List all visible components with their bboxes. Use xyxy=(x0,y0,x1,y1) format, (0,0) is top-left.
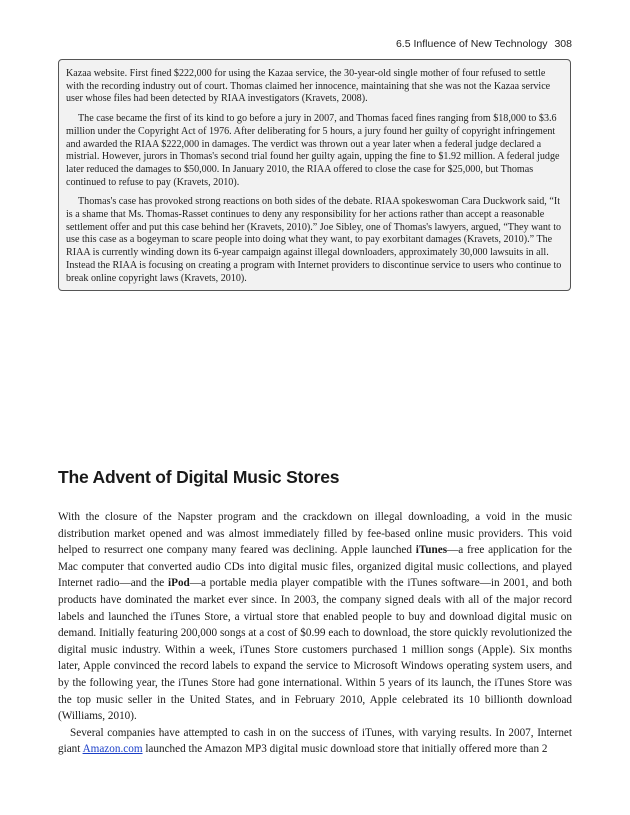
section-body xyxy=(58,509,572,758)
section-heading: The Advent of Digital Music Stores xyxy=(58,467,340,487)
box-paragraph-2: The case became the first of its kind to go before a jury in 2007, and Thomas faced fines ranging from $18,000 to $3.6 million under the Copyright Act of 1976. After deliberating for 5 hours, a jury found her guilty of copyright infringement and awarded the RIAA $222,000 in damages. The verdict was thrown out a year later when a federal judge declared a mistrial. However, jurors in Thomas's second trial found her guilty again, upping the fine to $1.92 million. A federal judge later reduced the damages to $50,000. In January 2010, the RIAA offered to close the case for $25,000, but Thomas continued to refuse to pay (Kravets, 2010). xyxy=(66,113,560,188)
case-study-box xyxy=(58,59,571,291)
amazon-link[interactable]: Amazon.com xyxy=(82,743,143,756)
body-p1-text-c: —a portable media player compatible with the iTunes software—in 2001, and both products have dominated the market ever since. In 2003, the company signed deals with all of the major record labels and launched the iTunes Store, a virtual store that enabled people to buy and download digital music on demand. Initially featuring 200,000 songs at a cost of $0.99 each to download, the store quickly revolutionized the digital music industry. Within a week, iTunes Store customers purchased 1 million songs (Apple). Six months later, Apple convinced the record labels to expand the service to Microsoft Windows operating system users, and by the following year, the iTunes Store had gone international. Within 5 years of its launch, the iTunes Store was the top music seller in the United States, and in February 2010, Apple celebrated its 10 billionth download (Williams, 2010). xyxy=(58,577,572,723)
body-p1-text-b: —a free application for the Mac computer that converted audio CDs into digital music files, organized digital music collections, and played Internet radio—and the xyxy=(58,544,572,590)
body-p2-text-a: Several companies have attempted to cash in on the success of iTunes, with varying results. In 2007, Internet giant xyxy=(58,726,572,756)
body-paragraph-2 xyxy=(58,725,572,758)
body-p2-text-b: launched the Amazon MP3 digital music download store that initially offered more than 2 xyxy=(142,743,548,756)
body-p1-text-a: With the closure of the Napster program and the crackdown on illegal downloading, a void in the music distribution market opened and was almost immediately filled by fee-based online music providers. This void helped to resurrect one company many feared was declining. Apple launched xyxy=(58,511,572,557)
ipod-term: iPod xyxy=(168,577,190,590)
page-number: 308 xyxy=(554,38,572,50)
body-paragraph-1 xyxy=(58,509,572,725)
box-paragraph-1: Kazaa website. First fined $222,000 for using the Kazaa service, the 30-year-old single mother of four refused to settle with the recording industry out of court. Thomas claimed her innocence, maintaining that she was not the Kazaa service user whose files had been detected by RIAA investigators (Kravets, 2008). xyxy=(66,68,551,105)
box-paragraph-3: Thomas's case has provoked strong reactions on both sides of the debate. RIAA spokeswoman Cara Duckwork said, “It is a shame that Ms. Thomas-Rasset continues to deny any responsibility for her actions rather than accept a reasonable settlement offer and put this case behind her (Kravets, 2010).” Joe Sibley, one of Thomas's lawyers, argued, “They want to use this case as a bogeyman to scare people into doing what they want, to pay exorbitant damages (Kravets, 2010).” The RIAA is currently winding down its 6-year campaign against illegal downloaders, approximately 30,000 lawsuits in all. Instead the RIAA is focusing on creating a program with Internet providers to discontinue service to users who continue to break online copyright laws (Kravets, 2010). xyxy=(66,196,562,284)
header-section-title: 6.5 Influence of New Technology xyxy=(395,38,548,50)
running-header xyxy=(396,38,572,50)
itunes-term: iTunes xyxy=(415,544,448,557)
